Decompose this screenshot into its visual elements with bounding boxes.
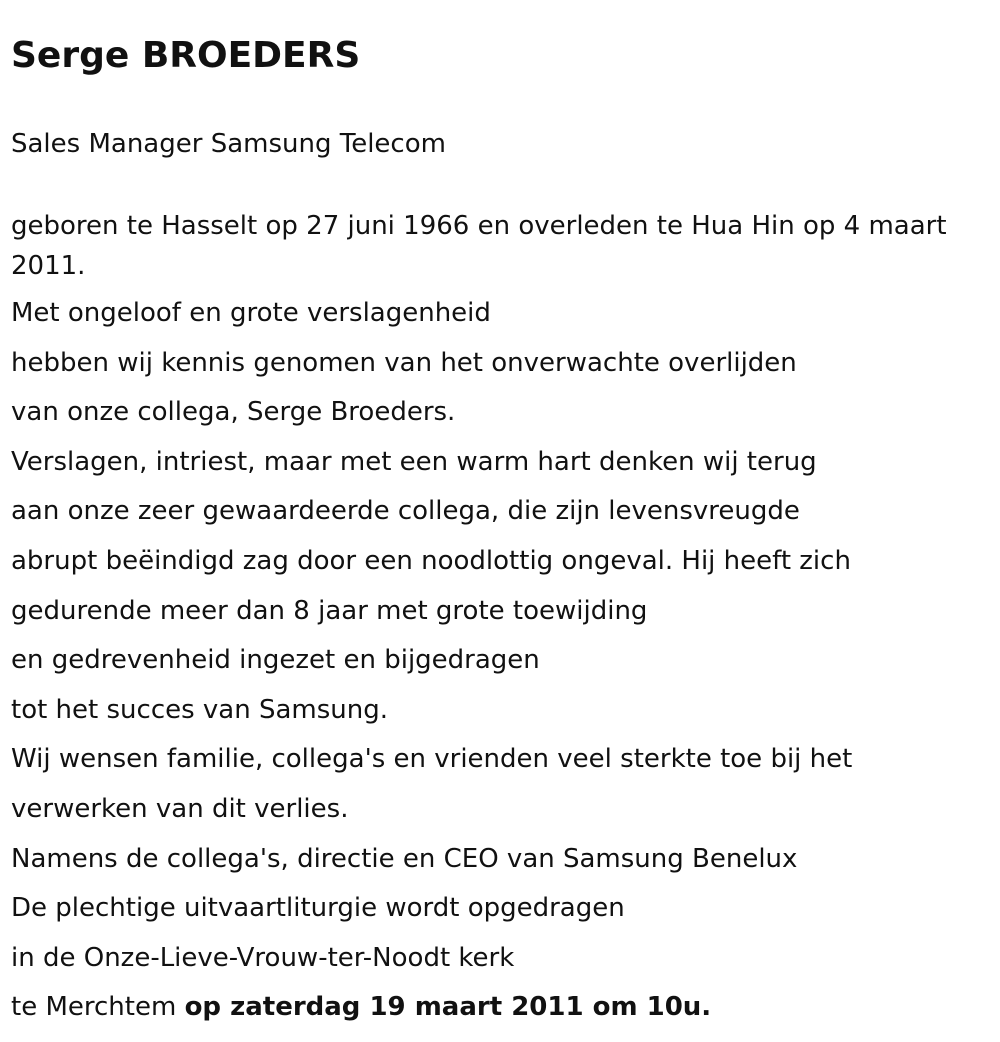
text-line: tot het succes van Samsung. [11, 694, 389, 725]
notice-body [11, 206, 989, 1033]
text-line: en gedrevenheid ingezet en bijgedragen [11, 645, 540, 676]
text-line: verwerken van dit verlies. [11, 793, 349, 824]
text-line: van onze collega, Serge Broeders. [11, 397, 456, 428]
text-line: De plechtige uitvaartliturgie wordt opgedragen [11, 893, 625, 924]
text-line: Namens de collega's, directie en CEO van Samsung Benelux [11, 843, 798, 874]
text-line: Verslagen, intriest, maar met een warm hart denken wij terug [11, 446, 817, 477]
job-title: Sales Manager Samsung Telecom [11, 129, 446, 159]
text-line: abrupt beëindigd zag door een noodlottig ongeval. Hij heeft zich [11, 545, 851, 576]
text-line: in de Onze-Lieve-Vrouw-ter-Noodt kerk [11, 942, 515, 973]
text-line: Met ongeloof en grote verslagenheid [11, 298, 491, 328]
text-line: gedurende meer dan 8 jaar met grote toewijding [11, 595, 648, 626]
funeral-date-time: op zaterdag 19 maart 2011 om 10u. [184, 992, 712, 1023]
funeral-location-line [11, 983, 989, 1033]
funeral-place: te Merchtem [11, 992, 185, 1023]
page-title: Serge BROEDERS [11, 35, 361, 76]
text-line: hebben wij kennis genomen van het onverwachte overlijden [11, 347, 797, 378]
birth-death-paragraph: geboren te Hasselt op 27 juni 1966 en overleden te Hua Hin op 4 maart 2011. [11, 211, 947, 281]
text-line: Wij wensen familie, collega's en vrienden veel sterkte toe bij het [11, 744, 853, 775]
text-line: aan onze zeer gewaardeerde collega, die zijn levensvreugde [11, 496, 800, 527]
